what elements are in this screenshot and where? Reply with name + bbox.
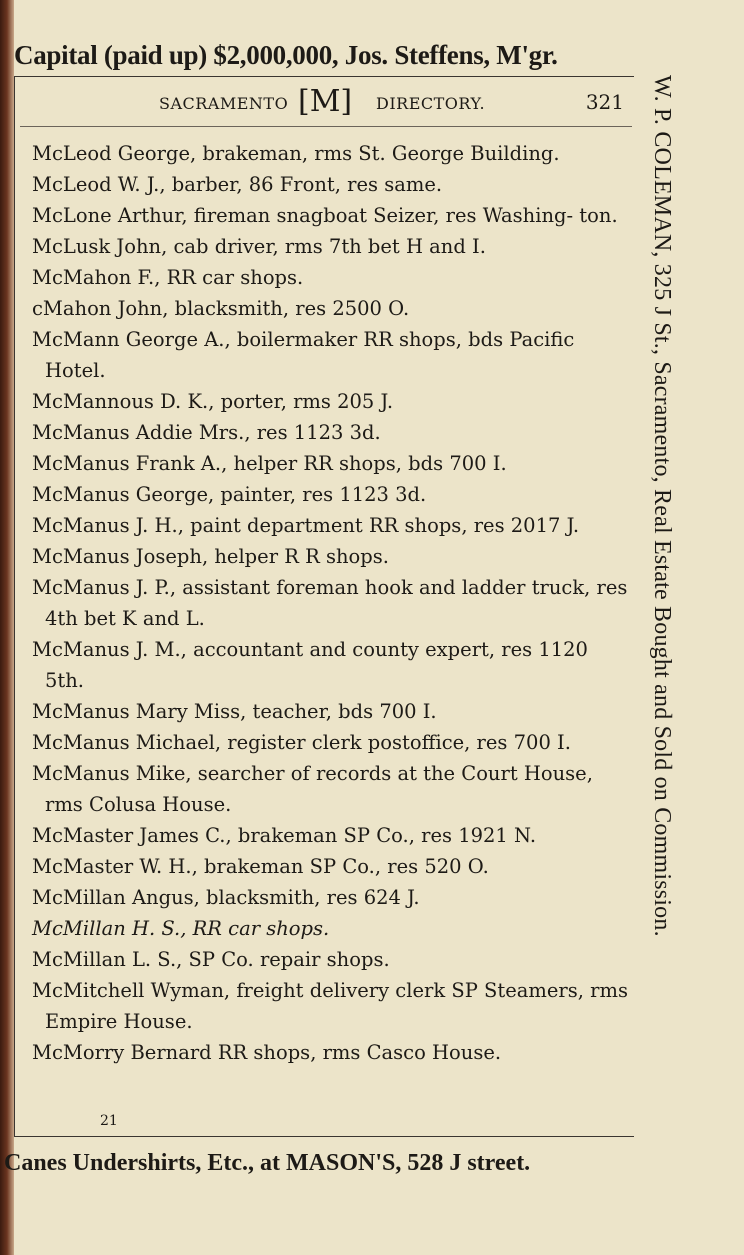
directory-entry: McManus George, painter, res 1123 3d. bbox=[32, 483, 427, 506]
running-header bbox=[14, 84, 624, 120]
directory-entry: McManus Joseph, helper R R shops. bbox=[32, 545, 389, 568]
directory-entry: McManus Addie Mrs., res 1123 3d. bbox=[32, 421, 381, 444]
directory-entry: McMorry Bernard RR shops, rms Casco House. bbox=[32, 1041, 502, 1064]
directory-entry: McMillan Angus, blacksmith, res 624 J. bbox=[32, 886, 420, 909]
frame-left-rule bbox=[14, 76, 15, 1136]
directory-entry: McManus J. P., assistant foreman hook and ladder truck, res 4th bet K and L. bbox=[32, 576, 628, 630]
signature-mark: 21 bbox=[100, 1113, 118, 1129]
top-advertisement: Capital (paid up) $2,000,000, Jos. Steffens, M'gr. bbox=[14, 40, 558, 70]
side-advertisement: W. P. COLEMAN, 325 J St., Sacramento, Real Estate Bought and Sold on Commission. bbox=[649, 75, 675, 937]
directory-entry: McMahon F., RR car shops. bbox=[32, 266, 304, 289]
page-number: 321 bbox=[585, 90, 624, 114]
directory-entry: McLeod George, brakeman, rms St. George Building. bbox=[32, 142, 560, 165]
header-letter: [M] bbox=[298, 84, 353, 119]
directory-entry: McMaster James C., brakeman SP Co., res 1921 N. bbox=[32, 824, 537, 847]
directory-entry: McMaster W. H., brakeman SP Co., res 520 O. bbox=[32, 855, 489, 878]
directory-entry: McLone Arthur, fireman snagboat Seizer, res Washing- ton. bbox=[32, 204, 618, 227]
directory-entry: McMann George A., boilermaker RR shops, bds Pacific Hotel. bbox=[32, 328, 575, 382]
directory-entry: McManus Mike, searcher of records at the Court House, rms Colusa House. bbox=[32, 762, 593, 816]
directory-entry: McManus Michael, register clerk postoffice, res 700 I. bbox=[32, 731, 571, 754]
header-rule bbox=[20, 126, 632, 127]
directory-entry: McMannous D. K., porter, rms 205 J. bbox=[32, 390, 394, 413]
directory-entry: McManus J. M., accountant and county expert, res 1120 5th. bbox=[32, 638, 588, 692]
frame-bottom-rule bbox=[14, 1136, 634, 1137]
directory-entry: cMahon John, blacksmith, res 2500 O. bbox=[32, 297, 410, 320]
directory-entry: McLusk John, cab driver, rms 7th bet H and I. bbox=[32, 235, 486, 258]
directory-entry: McMillan L. S., SP Co. repair shops. bbox=[32, 948, 390, 971]
directory-entry: McMitchell Wyman, freight delivery clerk SP Steamers, rms Empire House. bbox=[32, 979, 628, 1033]
directory-entry: McManus Frank A., helper RR shops, bds 700 I. bbox=[32, 452, 507, 475]
directory-entry: McManus Mary Miss, teacher, bds 700 I. bbox=[32, 700, 437, 723]
directory-entry: McMillan H. S., RR car shops. bbox=[32, 917, 330, 940]
directory-entry: McLeod W. J., barber, 86 Front, res same. bbox=[32, 173, 443, 196]
bottom-advertisement: Canes Undershirts, Etc., at MASON'S, 528 J street. bbox=[4, 1150, 531, 1176]
header-city: SACRAMENTO bbox=[159, 94, 289, 113]
directory-entries bbox=[20, 138, 632, 1068]
book-spine-shadow bbox=[0, 0, 14, 1255]
frame-top-rule bbox=[14, 76, 634, 77]
directory-entry: McManus J. H., paint department RR shops, res 2017 J. bbox=[32, 514, 580, 537]
header-directory: DIRECTORY. bbox=[376, 94, 486, 113]
